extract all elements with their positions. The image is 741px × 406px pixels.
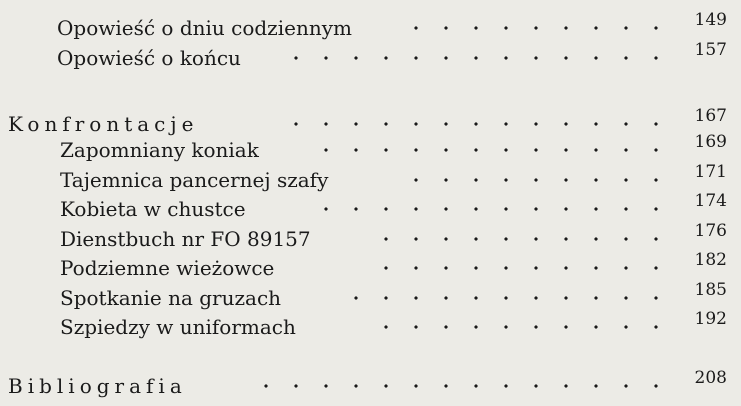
dot-leader bbox=[280, 56, 671, 60]
toc-entry-page: 192 bbox=[694, 309, 727, 329]
dot-leader bbox=[365, 325, 671, 329]
toc-entry-page: 182 bbox=[694, 250, 727, 270]
dot-leader bbox=[390, 178, 671, 182]
dot-leader bbox=[400, 26, 671, 30]
toc-entry-title: Podziemne wieżowce bbox=[60, 256, 275, 280]
toc-entry-page: 171 bbox=[694, 162, 727, 182]
toc-entry-spotkanie-na-gruzach bbox=[0, 280, 741, 314]
toc-entry-title: Opowieść o końcu bbox=[57, 46, 241, 70]
toc-entry-page: 185 bbox=[694, 280, 727, 300]
dot-leader bbox=[305, 207, 671, 211]
toc-entry-podziemne-wiezowce bbox=[0, 250, 741, 284]
toc-entry-title: Zapomniany koniak bbox=[60, 138, 259, 162]
toc-entry-title: Spotkanie na gruzach bbox=[60, 286, 282, 310]
toc-section-title: Bibliografia bbox=[8, 374, 187, 398]
dot-leader bbox=[270, 122, 671, 126]
toc-entry-tajemnica-pancernej-szafy bbox=[0, 162, 741, 196]
dot-leader bbox=[335, 296, 671, 300]
toc-entry-opowiesc-o-dniu-codziennym bbox=[0, 10, 741, 44]
toc-entry-page: 208 bbox=[694, 368, 727, 388]
toc-entry-page: 157 bbox=[694, 40, 727, 60]
toc-entry-title: Szpiedzy w uniformach bbox=[60, 315, 296, 339]
toc-entry-kobieta-w-chustce bbox=[0, 191, 741, 225]
toc-entry-bibliografia bbox=[0, 368, 741, 402]
toc-entry-page: 149 bbox=[694, 10, 727, 30]
toc-entry-title: Opowieść o dniu codziennym bbox=[57, 16, 352, 40]
toc-entry-dienstbuch bbox=[0, 221, 741, 255]
toc-entry-title: Kobieta w chustce bbox=[60, 197, 246, 221]
dot-leader bbox=[310, 148, 671, 152]
toc-entry-page: 169 bbox=[694, 132, 727, 152]
dot-leader bbox=[360, 266, 671, 270]
toc-entry-page: 167 bbox=[694, 106, 727, 126]
toc-entry-szpiedzy-w-uniformach bbox=[0, 309, 741, 343]
dot-leader bbox=[260, 384, 671, 388]
toc-section-title: Konfrontacje bbox=[8, 112, 199, 136]
toc-entry-title: Tajemnica pancernej szafy bbox=[60, 168, 329, 192]
toc-entry-title: Dienstbuch nr FO 89157 bbox=[60, 227, 311, 251]
toc-entry-zapomniany-koniak bbox=[0, 132, 741, 166]
toc-entry-page: 174 bbox=[694, 191, 727, 211]
toc-entry-opowiesc-o-koncu bbox=[0, 40, 741, 74]
dot-leader bbox=[365, 237, 671, 241]
toc-entry-page: 176 bbox=[694, 221, 727, 241]
